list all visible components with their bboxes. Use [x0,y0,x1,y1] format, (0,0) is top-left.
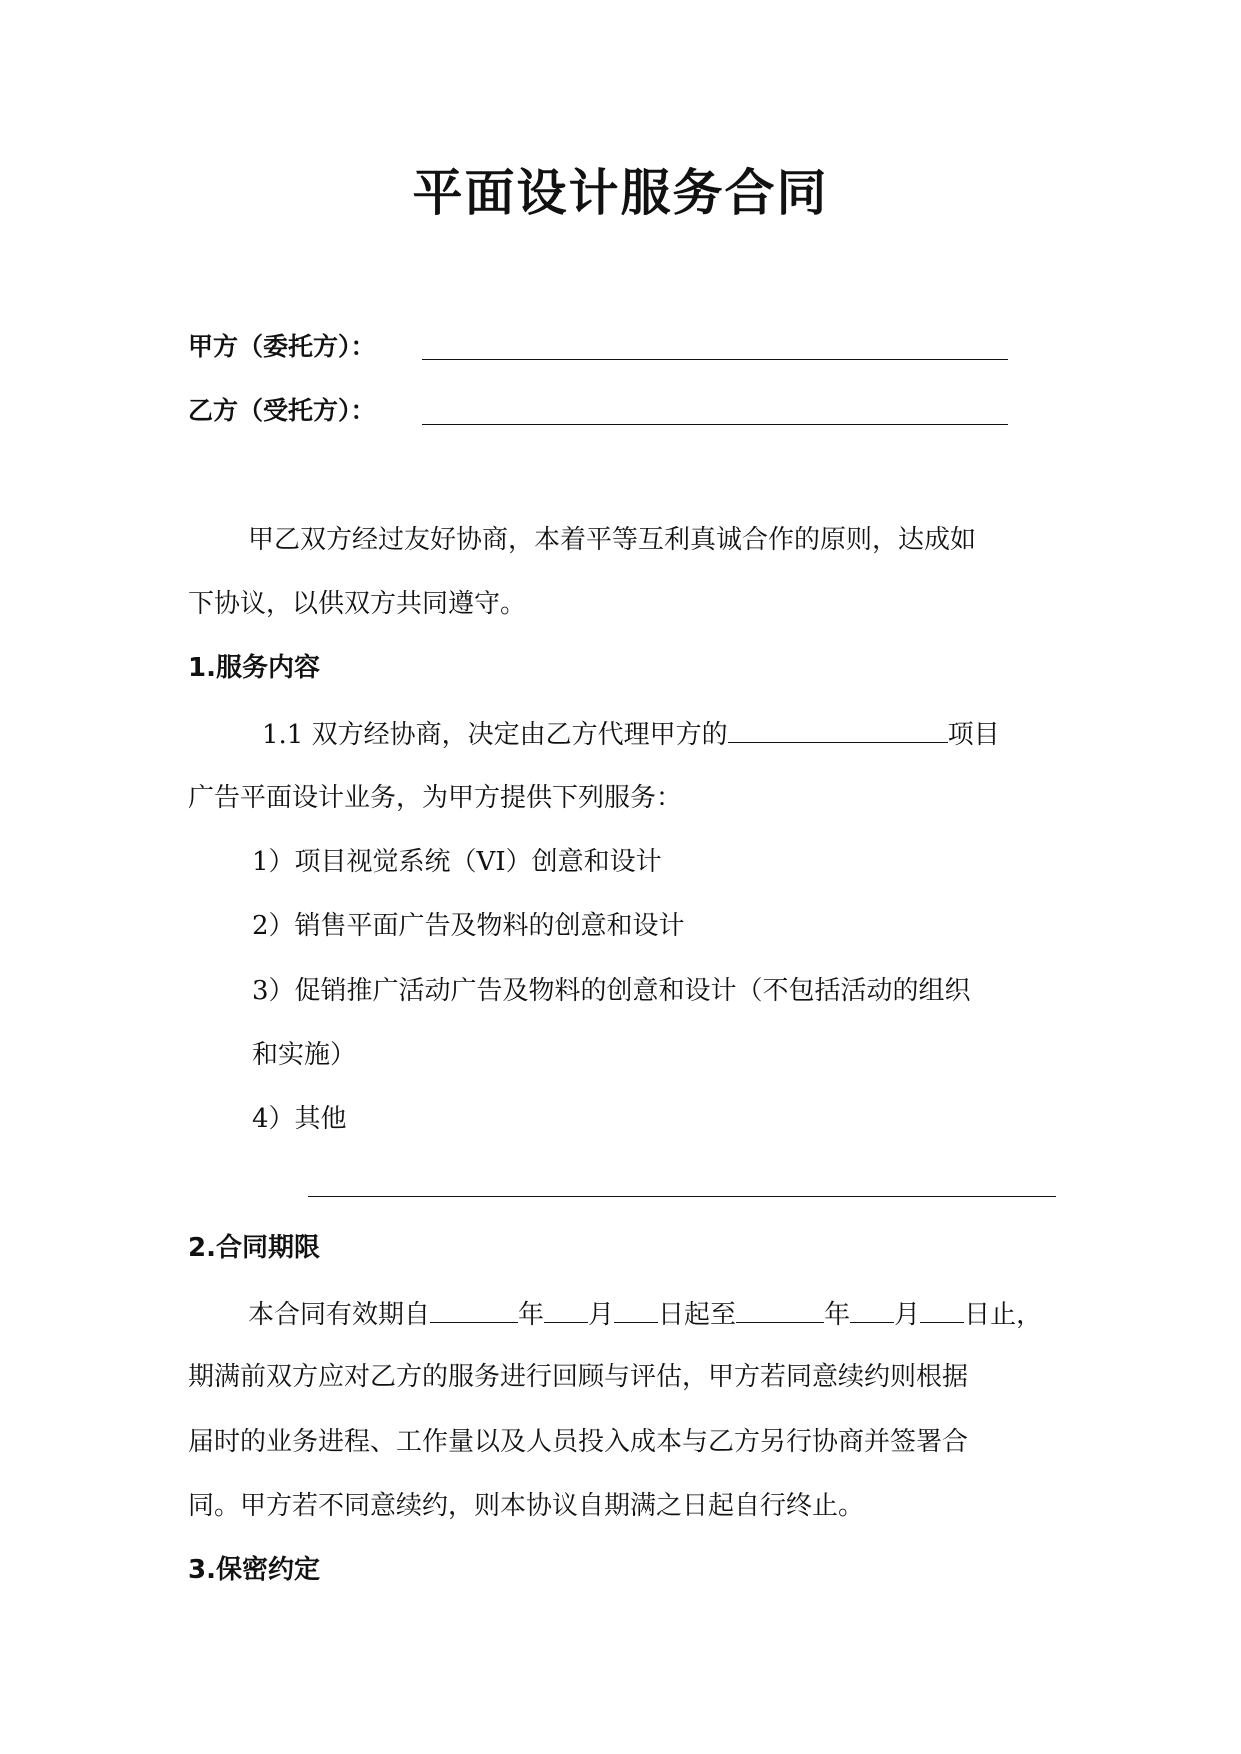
start-month-unit: 月 [588,1300,615,1330]
end-month-unit: 月 [894,1300,921,1330]
start-year-unit: 年 [518,1300,545,1330]
term-start-label: 本合同有效期自 [248,1300,431,1330]
party-a-blank-line[interactable] [422,359,1008,360]
start-day-blank[interactable] [614,1300,658,1323]
term-line-3: 届时的业务进程、工作量以及人员投入成本与乙方另行协商并签署合 [188,1427,969,1457]
start-day-unit: 日起至 [658,1300,737,1330]
section-2-heading: 2.合同期限 [188,1233,320,1263]
clause-1-1-suffix: 项目 [947,720,1000,750]
end-year-blank[interactable] [736,1300,824,1323]
service-item-4: 4）其他 [252,1104,347,1134]
term-dates-line [248,1300,1042,1328]
party-b-label: 乙方（受托方）： [188,396,376,425]
end-day-unit: 日止， [964,1300,1043,1330]
section-3-heading: 3.保密约定 [188,1555,320,1585]
clause-1-1-line-2: 广告平面设计业务，为甲方提供下列服务： [188,783,683,813]
project-name-blank[interactable] [728,720,948,743]
service-item-3-continued: 和实施） [252,1040,357,1070]
start-month-blank[interactable] [544,1300,588,1323]
term-line-2: 期满前双方应对乙方的服务进行回顾与评估，甲方若同意续约则根据 [188,1362,969,1392]
party-a-label: 甲方（委托方）： [188,332,376,361]
service-item-3: 3）促销推广活动广告及物料的创意和设计（不包括活动的组织 [252,976,971,1006]
end-day-blank[interactable] [920,1300,964,1323]
service-item-2: 2）销售平面广告及物料的创意和设计 [252,911,685,941]
party-b-blank-line[interactable] [422,424,1008,425]
other-services-blank-line[interactable] [308,1196,1056,1197]
page-title: 平面设计服务合同 [412,164,829,222]
term-line-4: 同。甲方若不同意续约，则本协议自期满之日起自行终止。 [188,1491,865,1521]
start-year-blank[interactable] [430,1300,518,1323]
end-year-unit: 年 [824,1300,851,1330]
intro-line-2: 下协议，以供双方共同遵守。 [188,589,527,619]
service-item-1: 1）项目视觉系统（VI）创意和设计 [252,847,662,877]
clause-1-1-prefix: 1.1 双方经协商，决定由乙方代理甲方的 [262,720,728,750]
intro-line-1: 甲乙双方经过友好协商，本着平等互利真诚合作的原则，达成如 [248,525,977,555]
section-1-heading: 1.服务内容 [188,653,320,683]
clause-1-1-line-1 [262,720,1000,748]
end-month-blank[interactable] [850,1300,894,1323]
